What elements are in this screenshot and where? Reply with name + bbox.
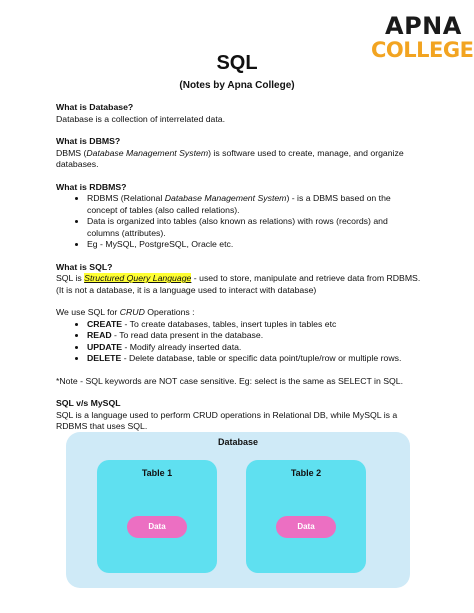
list-item: • DELETE - Delete database, table or specific data point/tuple/row or multiple rows.	[87, 353, 421, 365]
data-pill-1: Data	[127, 516, 187, 538]
data-pill-2: Data	[276, 516, 336, 538]
list-item: • CREATE - To create databases, tables, insert tuples in tables etc	[87, 319, 421, 331]
vs-heading: SQL v/s MySQL	[56, 398, 121, 408]
table-2-title: Table 2	[290, 468, 322, 478]
notes-content	[56, 102, 421, 433]
table-2-box	[246, 460, 366, 573]
crud-intro: We use SQL for CRUD Operations :	[56, 307, 195, 317]
database-text: Database is a collection of interrelated data.	[56, 113, 226, 124]
sql-note: (It is not a database, it is a language used to interact with database)	[56, 284, 317, 295]
list-item: • UPDATE - Modify already inserted data.	[87, 342, 421, 354]
case-note: *Note - SQL keywords are NOT case sensitive. Eg: select is the same as SELECT in SQL.	[56, 375, 403, 386]
diagram-title: Database	[217, 437, 259, 447]
list-item: • RDBMS (Relational Database Management System) - is a DBMS based on the concept of tables (also called relations).	[87, 193, 421, 216]
vs-text: SQL is a language used to perform CRUD operations in Relational DB, while MySQL is a RDBMS that uses SQL.	[56, 409, 398, 431]
dbms-heading: What is DBMS?	[56, 136, 121, 146]
crud-list	[56, 319, 421, 365]
page-subtitle: (Notes by Apna College)	[179, 80, 295, 91]
list-item: • Data is organized into tables (also known as relations) with rows (records) and columns (attributes).	[87, 216, 421, 239]
list-item: • READ - To read data present in the database.	[87, 330, 421, 342]
dbms-text: DBMS (Database Management System) is software used to create, manage, and organize databases.	[56, 147, 404, 169]
logo-line-college: COLLEGE	[371, 38, 474, 62]
rdbms-list	[56, 193, 421, 251]
table-1-title: Table 1	[141, 468, 173, 478]
database-heading: What is Database?	[56, 102, 134, 112]
sql-highlight: Structured Query Language	[84, 273, 192, 283]
table-1-box	[97, 460, 217, 573]
page-title: SQL	[216, 52, 258, 74]
sql-text: SQL is Structured Query Language - used to store, manipulate and retrieve data from RDBMS.	[56, 273, 421, 283]
rdbms-heading: What is RDBMS?	[56, 181, 127, 192]
list-item: • Eg - MySQL, PostgreSQL, Oracle etc.	[87, 239, 421, 251]
database-diagram	[66, 432, 410, 588]
logo-line-apna: APNA	[385, 12, 462, 40]
sql-heading: What is SQL?	[56, 261, 113, 272]
